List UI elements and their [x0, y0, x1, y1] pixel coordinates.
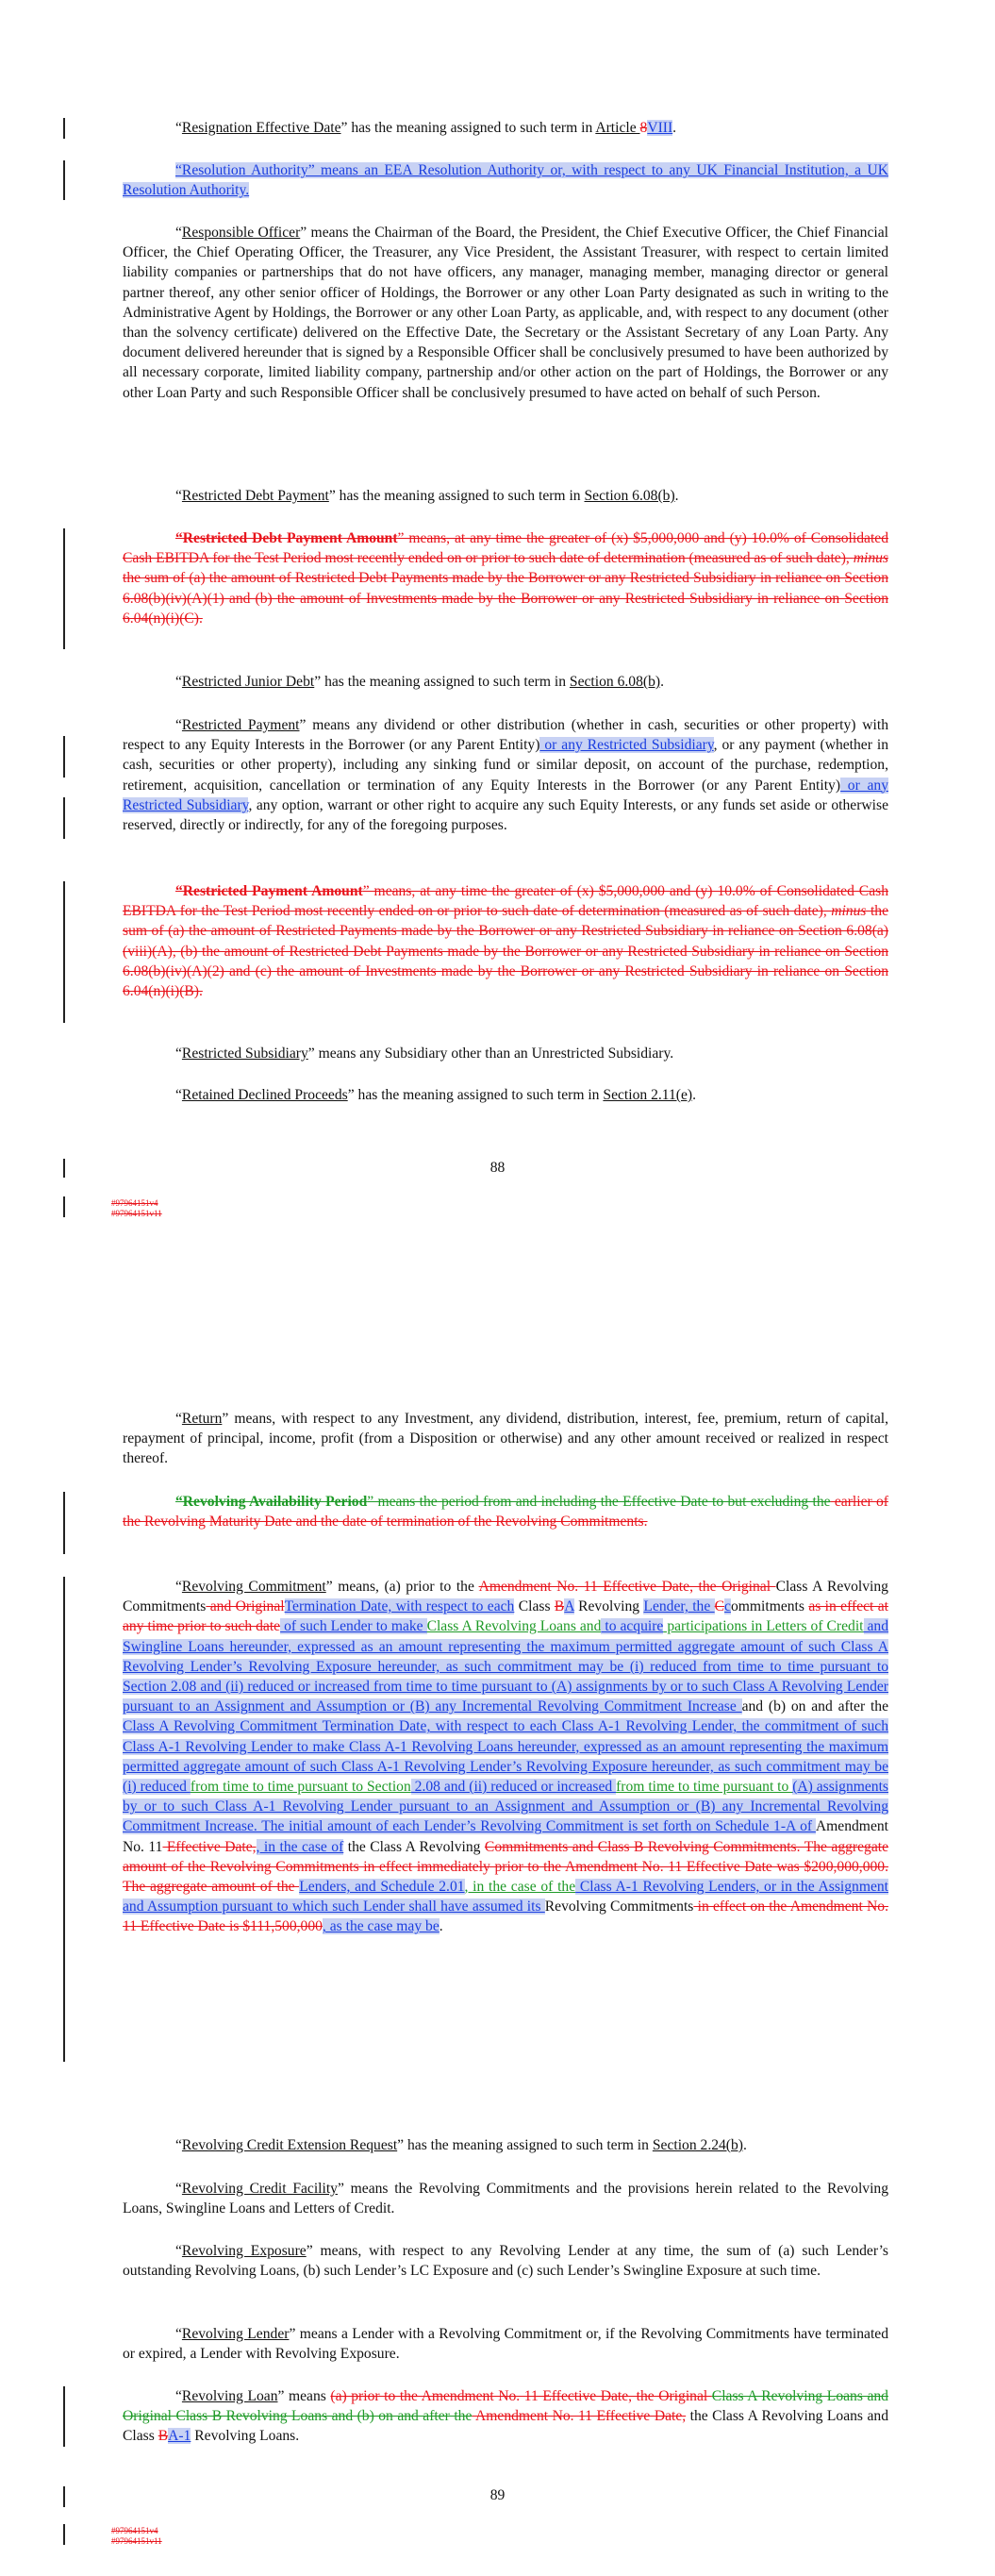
def-restricted-payment-amount: “Restricted Payment Amount” means, at any time the greater of (x) $5,000,000 and (y) 10.0% of Consolidated Cash EBITDA for the Test Period most recently ended on or prior to such date of determination (measured as of such date), minus the sum of (a) the amount of Restricted Payments made by the Borrower or any Restricted Subsidiary in reliance on Section 6.08(a)(viii)(A), (b) the amount of Restricted Debt Payments made by the Borrower or any Restricted Subsidiary in reliance on Section 6.08(b)(iv)(A)(2) and (c) the amount of Investments made by the Borrower or any Restricted Subsidiary in reliance on Section 6.04(n)(i)(B).	[123, 883, 888, 1000]
def-restricted-debt-payment: “Restricted Debt Payment” has the meaning assigned to such term in Section 6.08(b).	[175, 488, 679, 504]
def-responsible-officer: “Responsible Officer” means the Chairman of the Board, the President, the Chief Executive Officer, the Chief Financial Officer, the Chief Operating Officer, the Treasurer, any Vice President, the Assistant Treasurer, with respect to certain limited liability companies or partnerships that do not have officers, any manager, managing member, managing director or general partner thereof, any other senior officer of Holdings, the Borrower or any other Loan Party designated as such in writing to the Administrative Agent by Holdings, the Borrower or any other Loan Party, as applicable, and, with respect to any document (other than the solvency certificate) delivered on the Effective Date, the Secretary or the Assistant Secretary of any Loan Party. Any document delivered hereunder that is signed by a Responsible Officer shall be conclusively presumed to have been authorized by all necessary corporate, limited liability company, partnership and/or other action on the part of Holdings, the Borrower or any other Loan Party and such Responsible Officer shall be conclusively presumed to have acted on behalf of such Person.	[123, 225, 888, 401]
def-revolving-loan: “Revolving Loan” means (a) prior to the Amendment No. 11 Effective Date, the Original Class A Revolving Loans and Original Class B Revolving Loans and (b) on and after the Amendment No. 11 Effective Date, the Class A Revolving Loans and Class BA-1 Revolving Loans.	[123, 2388, 888, 2445]
document-id: #97964151v4 #97964151v11	[111, 2526, 162, 2546]
change-bar	[63, 160, 65, 200]
def-restricted-junior-debt: “Restricted Junior Debt” has the meaning assigned to such term in Section 6.08(b).	[175, 674, 664, 690]
def-retained-declined-proceeds: “Retained Declined Proceeds” has the meaning assigned to such term in Section 2.11(e).	[175, 1087, 696, 1103]
page-88	[0, 0, 995, 1255]
def-return: “Return” means, with respect to any Investment, any dividend, distribution, interest, fee, premium, return of capital, repayment of principal, income, profit (from a Disposition or otherwise) and any other amount received or realized in respect thereof.	[123, 1411, 888, 1467]
change-bar	[63, 1492, 65, 1554]
change-bar	[63, 2524, 65, 2545]
page-89	[0, 1288, 995, 2576]
document-id: #97964151v4 #97964151v11	[111, 1198, 162, 1218]
change-bar	[63, 2386, 65, 2447]
def-revolving-credit-facility: “Revolving Credit Facility” means the Revolving Commitments and the provisions herein related to the Revolving Loans, Swingline Loans and Letters of Credit.	[123, 2181, 888, 2217]
def-revolving-lender: “Revolving Lender” means a Lender with a Revolving Commitment or, if the Revolving Commitments have terminated or expired, a Lender with Revolving Exposure.	[123, 2326, 889, 2363]
def-revolving-exposure: “Revolving Exposure” means, with respect to any Revolving Lender at any time, the sum of (a) such Lender’s outstanding Revolving Loans, (b) such Lender’s LC Exposure and (c) such Lender’s Swingline Exposure at such time.	[123, 2243, 889, 2280]
def-restricted-payment: “Restricted Payment” means any dividend or other distribution (whether in cash, securities or other property) with respect to any Equity Interests in the Borrower (or any Parent Entity) or any Restricted Subsidiary, or any payment (whether in cash, securities or other property), including any sinking fund or similar deposit, on account of the purchase, redemption, retirement, acquisition, cancellation or termination of any Equity Interests in the Borrower (or any Parent Entity) or any Restricted Subsidiary, any option, warrant or other right to acquire any such Equity Interests, or any funds set aside or otherwise reserved, directly or indirectly, for any of the foregoing purposes.	[123, 717, 889, 834]
change-bar	[63, 797, 65, 839]
change-bar	[63, 528, 65, 649]
change-bar	[63, 1577, 65, 2062]
page-number: 89	[489, 2487, 506, 2503]
change-bar	[63, 881, 65, 1023]
def-revolving-credit-extension-request: “Revolving Credit Extension Request” has the meaning assigned to such term in Section 2.24(b).	[175, 2137, 747, 2153]
def-revolving-availability-period: “Revolving Availability Period” means the period from and including the Effective Date to but excluding the earlier of the Revolving Maturity Date and the date of termination of the Revolving Commitments.	[123, 1494, 888, 1531]
def-resolution-authority: “Resolution Authority” means an EEA Resolution Authority or, with respect to any UK Financial Institution, a UK Resolution Authority.	[123, 162, 888, 199]
change-bar	[63, 736, 65, 778]
def-restricted-subsidiary: “Restricted Subsidiary” means any Subsidiary other than an Unrestricted Subsidiary.	[175, 1045, 674, 1062]
change-bar	[63, 118, 65, 139]
def-restricted-debt-payment-amount: “Restricted Debt Payment Amount” means, at any time the greater of (x) $5,000,000 and (y) 10.0% of Consolidated Cash EBITDA for the Test Period most recently ended on or prior to such date of determination (measured as of such date), minus the sum of (a) the amount of Restricted Debt Payments made by the Borrower or any Restricted Subsidiary in reliance on Section 6.08(b)(iv)(A)(1) and (b) the amount of Investments made by the Borrower or any Restricted Subsidiary in reliance on Section 6.04(n)(i)(C).	[123, 530, 888, 627]
change-bar	[63, 1196, 65, 1217]
def-revolving-commitment: “Revolving Commitment” means, (a) prior to the Amendment No. 11 Effective Date, the Original Class A Revolving Commitments and OriginalTermination Date, with respect to each Class BA Revolving Lender, the Ccommitments as in effect at any time prior to such date of such Lender to make Class A Revolving Loans and to acquire participations in Letters of Credit and Swingline Loans hereunder, expressed as an amount representing the maximum permitted aggregate amount of such Class A Revolving Lender’s Revolving Exposure hereunder, as such commitment may be (i) reduced from time to time pursuant to Section 2.08 and (ii) reduced or increased from time to time pursuant to (A) assignments by or to such Class A Revolving Lender pursuant to an Assignment and Assumption or (B) any Incremental Revolving Commitment Increase and (b) on and after the Class A Revolving Commitment Termination Date, with respect to each Class A-1 Revolving Lender, the commitment of such Class A-1 Revolving Lender to make Class A-1 Revolving Loans hereunder, expressed as an amount representing the maximum permitted aggregate amount of such Class A-1 Revolving Lender’s Revolving Exposure hereunder, as such commitment may be (i) reduced from time to time pursuant to Section 2.08 and (ii) reduced or increased from time to time pursuant to (A) assignments by or to such Class A-1 Revolving Lender pursuant to an Assignment and Assumption or (B) any Incremental Revolving Commitment Increase. The initial amount of each Lender’s Revolving Commitment is set forth on Schedule 1-A of Amendment No. 11 Effective Date,, in the case of the Class A Revolving Commitments and Class B Revolving Commitments. The aggregate amount of the Revolving Commitments in effect immediately prior to the Amendment No. 11 Effective Date was $200,000,000. The aggregate amount of the Lenders, and Schedule 2.01, in the case of the Class A-1 Revolving Lenders, or in the Assignment and Assumption pursuant to which such Lender shall have assumed its Revolving Commitments in effect on the Amendment No. 11 Effective Date is $111,500,000, as the case may be.	[123, 1579, 889, 1935]
def-resignation-effective-date: “Resignation Effective Date” has the meaning assigned to such term in Article 8VIII.	[175, 120, 677, 136]
page-number: 88	[489, 1160, 506, 1176]
